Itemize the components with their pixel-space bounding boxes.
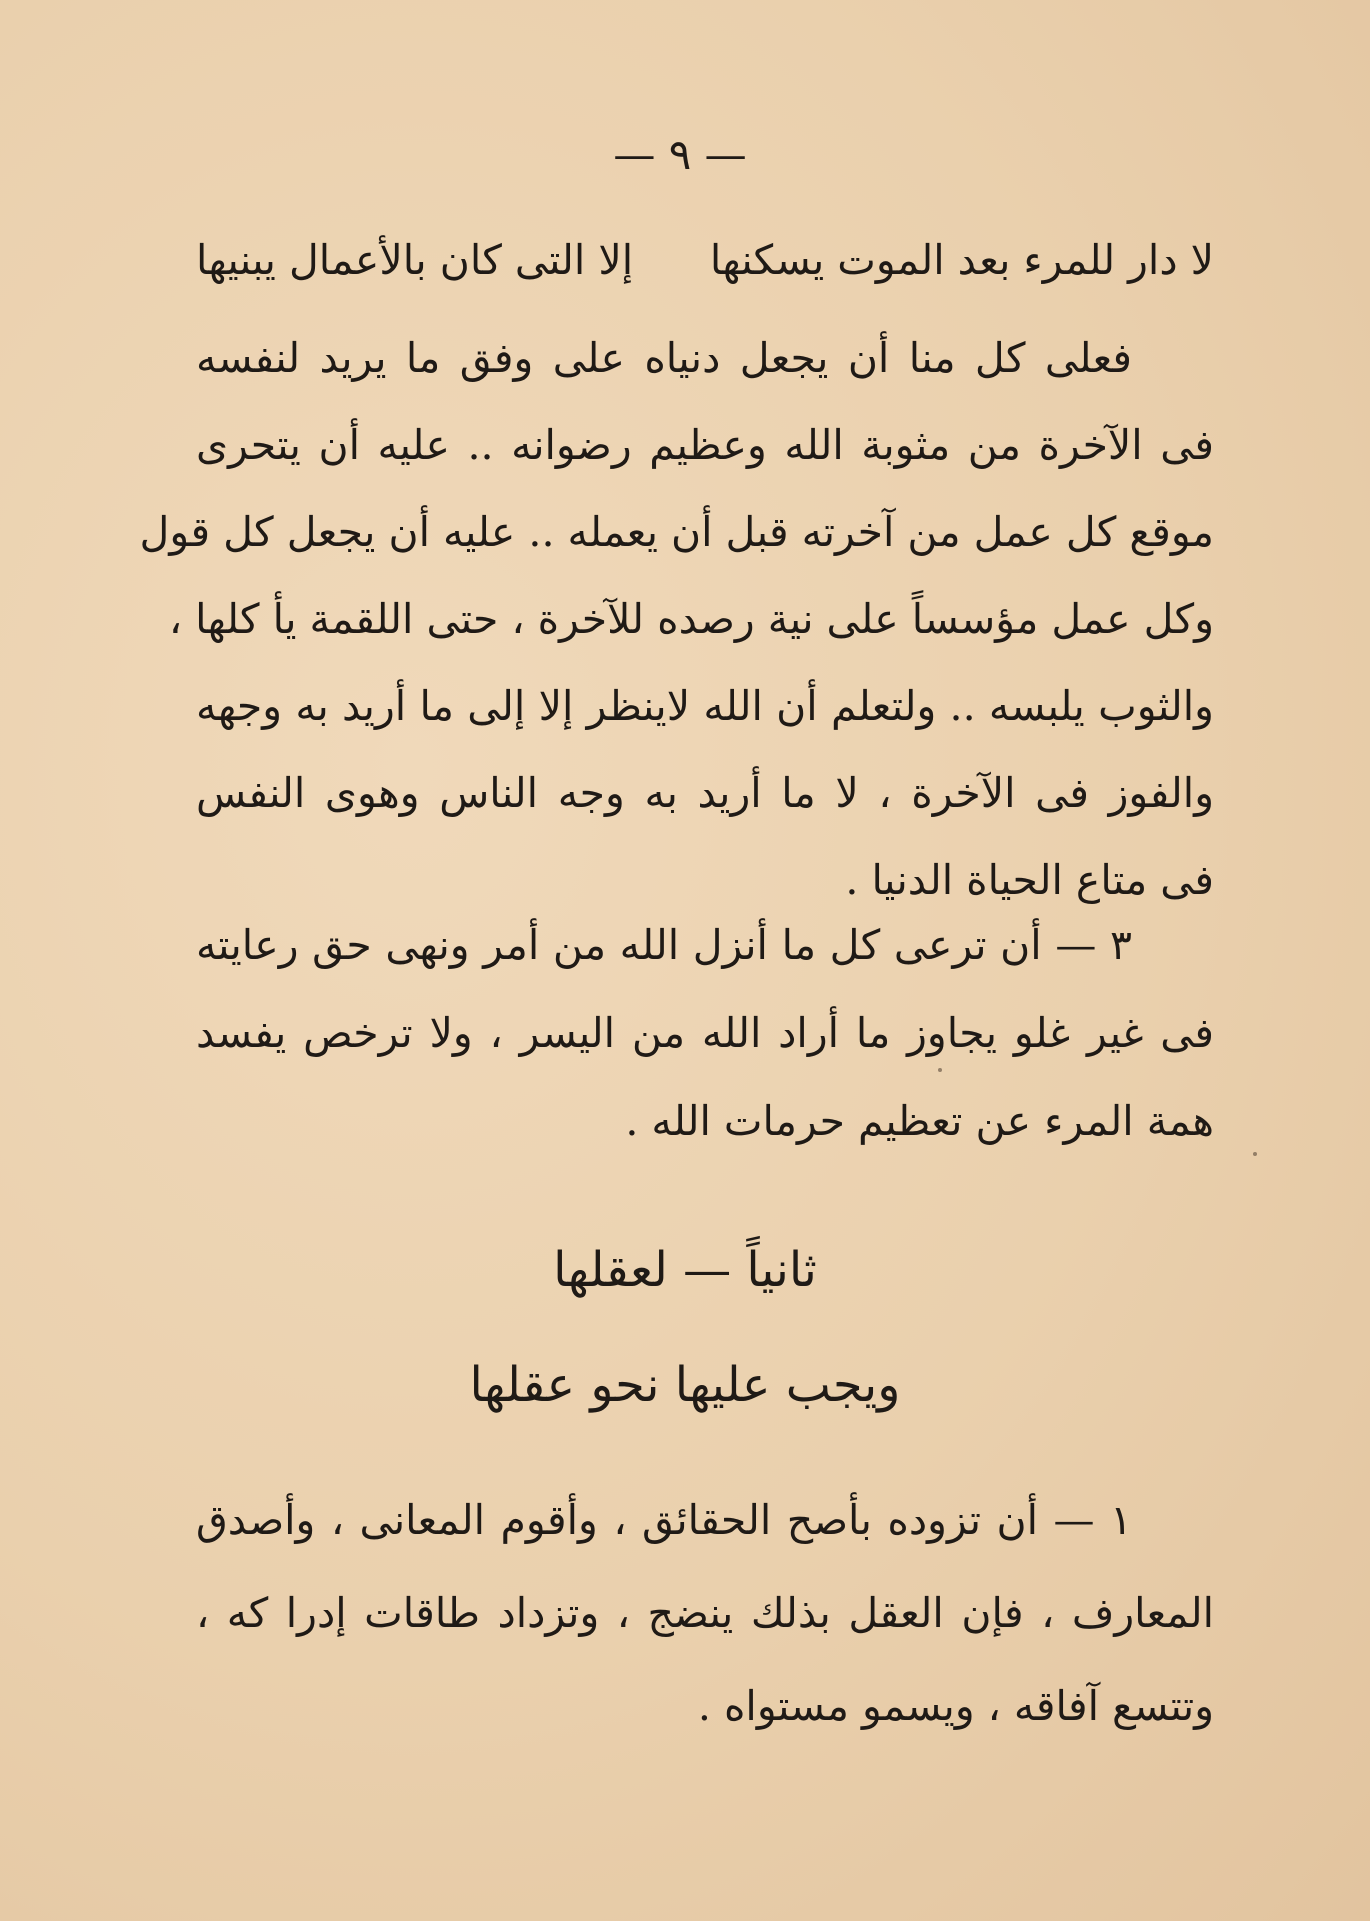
paragraph-line: ٣ — أن ترعى كل ما أنزل الله من أمر ونهى حق رعايته <box>196 921 1132 969</box>
paragraph-line: والثوب يلبسه .. ولتعلم أن الله لاينظر إلا إلى ما أريد به وجهه <box>196 682 1214 730</box>
paragraph-line: فعلى كل منا أن يجعل دنياه على وفق ما يريد لنفسه <box>196 334 1132 382</box>
verse-hemistich-2: إلا التى كان بالأعمال يبنيها <box>196 236 634 284</box>
paragraph-line: وتتسع آفاقه ، ويسمو مستواه . <box>697 1682 1214 1730</box>
paper-speck <box>938 1068 942 1072</box>
paragraph-line: فى متاع الحياة الدنيا . <box>845 856 1214 904</box>
paragraph-line: المعارف ، فإن العقل بذلك ينضج ، وتزداد طاقات إدرا كه ، <box>196 1589 1214 1637</box>
section-subheading: ويجب عليها نحو عقلها <box>469 1357 901 1413</box>
paragraph-line: والفوز فى الآخرة ، لا ما أريد به وجه الناس وهوى النفس <box>196 769 1214 817</box>
paragraph-line: فى غير غلو يجاوز ما أراد الله من اليسر ، ولا ترخص يفسد <box>196 1009 1214 1057</box>
verse-line <box>196 230 1214 290</box>
paper-speck <box>1253 1152 1257 1156</box>
paragraph-line: وكل عمل مؤسساً على نية رصده للآخرة ، حتى اللقمة يأ كلها ، <box>168 595 1214 643</box>
paragraph-line: موقع كل عمل من آخرته قبل أن يعمله .. عليه أن يجعل كل قول <box>139 508 1214 556</box>
paragraph-line: همة المرء عن تعظيم حرمات الله . <box>625 1097 1214 1145</box>
page-number: — ٩ — <box>613 130 747 179</box>
paragraph-line: فى الآخرة من مثوبة الله وعظيم رضوانه .. عليه أن يتحرى <box>196 421 1214 469</box>
section-heading: ثانياً — لعقلها <box>553 1242 817 1298</box>
verse-hemistich-1: لا دار للمرء بعد الموت يسكنها <box>709 236 1214 284</box>
paragraph-line: ١ — أن تزوده بأصح الحقائق ، وأقوم المعانى ، وأصدق <box>196 1496 1132 1544</box>
